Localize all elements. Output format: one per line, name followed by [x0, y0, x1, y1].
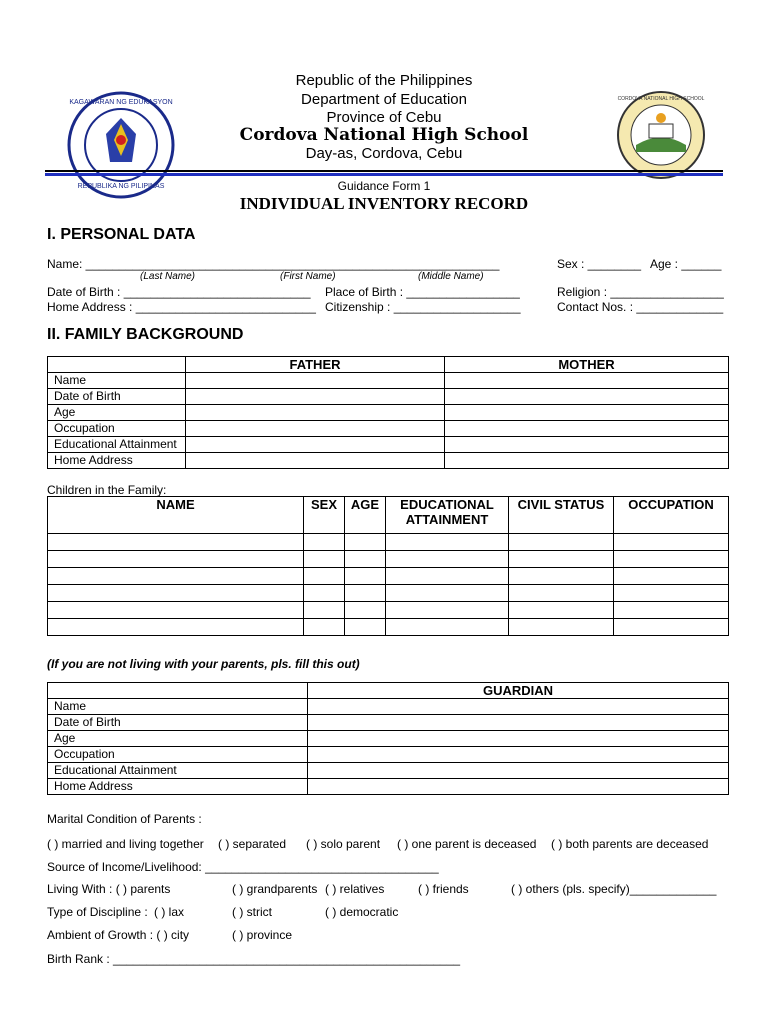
first-name-caption: (First Name)	[280, 271, 336, 282]
religion-field[interactable]: Religion : _________________	[557, 285, 724, 299]
table-row[interactable]	[48, 747, 729, 763]
cell[interactable]	[345, 534, 386, 551]
table-row[interactable]	[48, 551, 729, 568]
cell[interactable]	[614, 602, 729, 619]
table-row[interactable]	[48, 373, 729, 389]
cell[interactable]	[345, 585, 386, 602]
address-field[interactable]: Home Address : ___________________________	[47, 300, 316, 314]
marital-label: Marital Condition of Parents :	[47, 812, 202, 826]
header-rule	[45, 170, 723, 172]
row-label: Home Address	[48, 779, 308, 795]
guardian-table	[47, 682, 729, 795]
mother-cell[interactable]	[445, 437, 729, 453]
table-row	[48, 683, 729, 699]
cell[interactable]	[304, 585, 345, 602]
cell[interactable]	[509, 585, 614, 602]
cell[interactable]	[509, 534, 614, 551]
marital-option-married[interactable]: ( ) married and living together	[47, 837, 204, 851]
guardian-cell[interactable]	[308, 731, 729, 747]
mother-cell[interactable]	[445, 453, 729, 469]
discipline-democratic[interactable]: ( ) democratic	[325, 905, 399, 919]
seal-text-bottom: REPUBLIKA NG PILIPINAS	[77, 183, 165, 190]
cell[interactable]	[386, 534, 509, 551]
cell[interactable]	[614, 585, 729, 602]
col-occupation: OCCUPATION	[614, 497, 729, 534]
personal-heading: I. PERSONAL DATA	[47, 226, 196, 243]
cell[interactable]	[509, 551, 614, 568]
father-cell[interactable]	[186, 389, 445, 405]
pob-field[interactable]: Place of Birth : _________________	[325, 285, 520, 299]
guardian-cell[interactable]	[308, 699, 729, 715]
cell[interactable]	[509, 568, 614, 585]
ambient-city[interactable]: Ambient of Growth : ( ) city	[47, 928, 190, 942]
cell[interactable]	[386, 568, 509, 585]
table-row[interactable]	[48, 389, 729, 405]
cell[interactable]	[614, 551, 729, 568]
table-row[interactable]	[48, 731, 729, 747]
cell[interactable]	[304, 619, 345, 636]
age-field[interactable]: Age : ______	[650, 257, 722, 271]
cell[interactable]	[614, 619, 729, 636]
form-title: INDIVIDUAL INVENTORY RECORD	[239, 194, 529, 213]
school-address: Day-as, Cordova, Cebu	[305, 145, 463, 162]
cell[interactable]	[48, 602, 304, 619]
table-row[interactable]	[48, 779, 729, 795]
header-line3: Province of Cebu	[326, 109, 442, 126]
header-rule-blue	[45, 173, 723, 176]
table-row[interactable]	[48, 405, 729, 421]
header-line2: Department of Education	[301, 91, 467, 108]
seal-text-top: KAGAWARAN NG EDUKASYON	[69, 99, 173, 106]
cell[interactable]	[304, 551, 345, 568]
row-label: Occupation	[48, 747, 308, 763]
cell[interactable]	[509, 619, 614, 636]
cell[interactable]	[386, 585, 509, 602]
row-label: Name	[48, 373, 186, 389]
children-table	[47, 496, 729, 636]
cell[interactable]	[304, 534, 345, 551]
living-with-grandparents[interactable]: ( ) grandparents	[232, 882, 318, 896]
name-field[interactable]: Name: ______________________________________________________________	[47, 257, 500, 271]
marital-option-both-deceased[interactable]: ( ) both parents are deceased	[551, 837, 709, 851]
living-with-friends[interactable]: ( ) friends	[418, 882, 469, 896]
discipline-lax[interactable]: ( ) lax	[154, 905, 184, 919]
table-row[interactable]	[48, 763, 729, 779]
guardian-cell[interactable]	[308, 779, 729, 795]
father-cell[interactable]	[186, 437, 445, 453]
form-number: Guidance Form 1	[337, 179, 431, 193]
row-label: Date of Birth	[48, 715, 308, 731]
middle-name-caption: (Middle Name)	[418, 271, 484, 282]
cell[interactable]	[48, 551, 304, 568]
father-cell[interactable]	[186, 373, 445, 389]
dob-field[interactable]: Date of Birth : ____________________________	[47, 285, 311, 299]
row-label: Occupation	[48, 421, 186, 437]
cell[interactable]	[48, 585, 304, 602]
col-civil-status: CIVIL STATUS	[509, 497, 614, 534]
row-label: Name	[48, 699, 308, 715]
marital-option-solo[interactable]: ( ) solo parent	[306, 837, 381, 851]
cell[interactable]	[614, 568, 729, 585]
parents-table	[47, 356, 729, 469]
col-education: EDUCATIONAL ATTAINMENT	[386, 497, 509, 534]
cell[interactable]	[48, 568, 304, 585]
mother-cell[interactable]	[445, 373, 729, 389]
table-row[interactable]	[48, 421, 729, 437]
right-seal-text: CORDOVA NATIONAL HIGH SCHOOL	[617, 96, 705, 102]
ambient-province[interactable]: ( ) province	[232, 928, 293, 942]
table-row[interactable]	[48, 602, 729, 619]
father-cell[interactable]	[186, 405, 445, 421]
family-heading: II. FAMILY BACKGROUND	[47, 326, 244, 343]
table-row	[48, 357, 729, 373]
cell[interactable]	[386, 619, 509, 636]
guardian-header: GUARDIAN	[308, 683, 729, 699]
discipline-strict[interactable]: ( ) strict	[232, 905, 272, 919]
table-row[interactable]	[48, 619, 729, 636]
col-age: AGE	[345, 497, 386, 534]
guardian-cell[interactable]	[308, 747, 729, 763]
table-row[interactable]	[48, 585, 729, 602]
col-name: NAME	[48, 497, 304, 534]
sex-field[interactable]: Sex : ________	[557, 257, 642, 271]
cell[interactable]	[304, 568, 345, 585]
guardian-note: (If you are not living with your parents, pls. fill this out)	[47, 657, 360, 671]
cell[interactable]	[386, 551, 509, 568]
table-row	[48, 497, 729, 534]
blank-cell	[48, 683, 308, 699]
cell[interactable]	[386, 602, 509, 619]
living-with-relatives[interactable]: ( ) relatives	[325, 882, 385, 896]
header-line1: Republic of the Philippines	[295, 72, 473, 89]
cell[interactable]	[304, 602, 345, 619]
table-row[interactable]	[48, 715, 729, 731]
contact-field[interactable]: Contact Nos. : _____________	[557, 300, 724, 314]
blank-cell	[48, 357, 186, 373]
father-header: FATHER	[186, 357, 445, 373]
cell[interactable]	[509, 602, 614, 619]
row-label: Age	[48, 731, 308, 747]
table-row[interactable]	[48, 568, 729, 585]
mother-cell[interactable]	[445, 421, 729, 437]
table-row[interactable]	[48, 453, 729, 469]
father-cell[interactable]	[186, 421, 445, 437]
marital-option-separated[interactable]: ( ) separated	[218, 837, 287, 851]
row-label: Date of Birth	[48, 389, 186, 405]
row-label: Age	[48, 405, 186, 421]
guardian-cell[interactable]	[308, 763, 729, 779]
citizenship-field[interactable]: Citizenship : ___________________	[325, 300, 521, 314]
cell[interactable]	[345, 602, 386, 619]
cell[interactable]	[345, 619, 386, 636]
guardian-cell[interactable]	[308, 715, 729, 731]
row-label: Educational Attainment	[48, 763, 308, 779]
last-name-caption: (Last Name)	[140, 271, 196, 282]
marital-option-one-deceased[interactable]: ( ) one parent is deceased	[397, 837, 537, 851]
income-field[interactable]: Source of Income/Livelihood: ___________________________________	[47, 860, 439, 874]
cell[interactable]	[48, 619, 304, 636]
birth-rank-field[interactable]: Birth Rank : ____________________________________________________	[47, 952, 461, 966]
discipline-label: Type of Discipline :	[47, 905, 148, 919]
row-label: Home Address	[48, 453, 186, 469]
table-row[interactable]	[48, 534, 729, 551]
children-label: Children in the Family:	[47, 483, 167, 497]
cell[interactable]	[614, 534, 729, 551]
cell[interactable]	[48, 534, 304, 551]
father-cell[interactable]	[186, 453, 445, 469]
living-with-others[interactable]: ( ) others (pls. specify)_____________	[511, 882, 717, 896]
mother-cell[interactable]	[445, 389, 729, 405]
row-label: Educational Attainment	[48, 437, 186, 453]
table-row[interactable]	[48, 437, 729, 453]
mother-cell[interactable]	[445, 405, 729, 421]
school-name: Cordova National High School	[239, 125, 529, 145]
col-sex: SEX	[304, 497, 345, 534]
mother-header: MOTHER	[445, 357, 729, 373]
cell[interactable]	[345, 568, 386, 585]
table-row[interactable]	[48, 699, 729, 715]
living-with-parents[interactable]: Living With : ( ) parents	[47, 882, 171, 896]
cell[interactable]	[345, 551, 386, 568]
